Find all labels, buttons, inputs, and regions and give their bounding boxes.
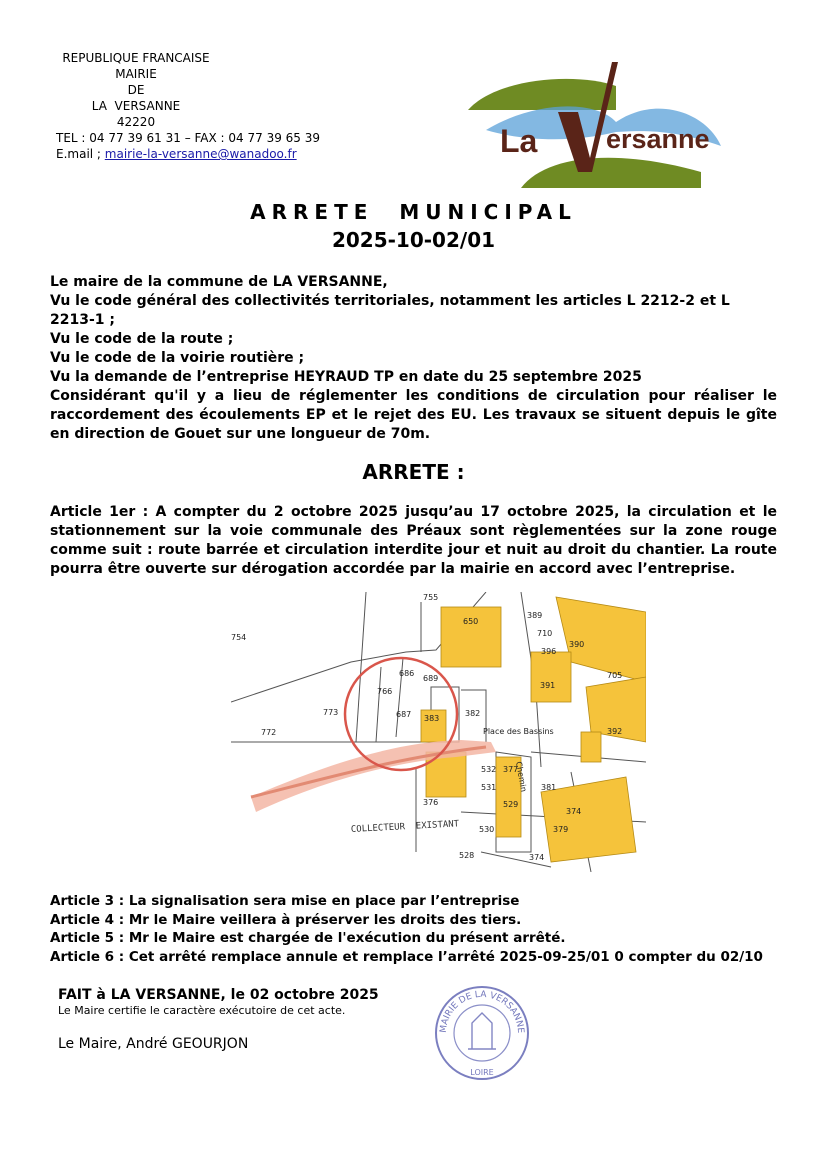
parcel-number: 392 bbox=[607, 727, 623, 736]
parcel-number: 687 bbox=[396, 710, 412, 719]
header-de: DE bbox=[127, 83, 145, 97]
parcel-number: 705 bbox=[607, 671, 623, 680]
parcel-number: 754 bbox=[231, 633, 247, 642]
parcel-number: 379 bbox=[553, 825, 569, 834]
header-postcode: 42220 bbox=[116, 115, 156, 129]
parcel-number: 390 bbox=[569, 640, 585, 649]
place-label: Place des Bassins bbox=[483, 727, 554, 736]
fait-line: FAIT à LA VERSANNE, le 02 octobre 2025 bbox=[58, 987, 379, 1003]
document-title: ARRETE MUNICIPAL bbox=[250, 200, 577, 224]
parcel-number: 766 bbox=[377, 687, 393, 696]
building-650 bbox=[441, 607, 501, 667]
parcel-number: 374 bbox=[566, 807, 582, 816]
building-391 bbox=[531, 652, 571, 702]
parcel-number: 374 bbox=[529, 853, 545, 862]
preamble-line: Vu le code de la voirie routière ; bbox=[50, 350, 305, 366]
article-6: Article 6 : Cet arrêté remplace annule et remplace l’arrêté 2025-09-25/01 0 compter du 02/10 bbox=[50, 948, 763, 965]
preamble-line: Vu le code général des collectivités territoriales, notamment les articles L 2212-2 et L 2213-1 ; bbox=[50, 293, 730, 328]
articles-list bbox=[50, 892, 810, 966]
parcel-number: 389 bbox=[527, 611, 543, 620]
document-number: 2025-10-02/01 bbox=[331, 228, 496, 252]
preamble-line: Vu le code de la route ; bbox=[50, 331, 234, 347]
parcel-number: 710 bbox=[537, 629, 553, 638]
cadastral-map bbox=[231, 592, 646, 872]
logo-ersanne-text: ersanne bbox=[606, 124, 710, 154]
parcel-number: 755 bbox=[423, 593, 439, 602]
parcel-number: 531 bbox=[481, 783, 497, 792]
header-mairie: MAIRIE bbox=[115, 67, 157, 81]
parcel-number: 381 bbox=[541, 783, 557, 792]
parcel-number: 383 bbox=[424, 714, 440, 723]
header-email-line bbox=[56, 146, 320, 162]
parcel-number: 773 bbox=[323, 708, 339, 717]
arrete-heading: ARRETE : bbox=[362, 460, 465, 484]
la-versanne-logo bbox=[466, 60, 726, 190]
parcel-number: 772 bbox=[261, 728, 277, 737]
seal-top-text: MAIRIE DE LA VERSANNE bbox=[438, 989, 526, 1034]
logo-bottom-hill bbox=[521, 158, 701, 188]
preamble bbox=[50, 273, 777, 444]
mairie-header bbox=[56, 50, 320, 162]
seal-outer-ring bbox=[436, 987, 528, 1079]
header-phone-fax: TEL : 04 77 39 61 31 – FAX : 04 77 39 65 39 bbox=[56, 131, 321, 145]
header-commune: LA VERSANNE bbox=[91, 99, 181, 113]
parcel-number: 650 bbox=[463, 617, 479, 626]
article-4: Article 4 : Mr le Maire veillera à préserver les droits des tiers. bbox=[50, 911, 522, 928]
parcel-number: 689 bbox=[423, 674, 439, 683]
article-5: Article 5 : Mr le Maire est chargée de l'exécution du présent arrêté. bbox=[50, 930, 566, 946]
seal-bottom-text: LOIRE bbox=[470, 1068, 494, 1077]
parcel-number: 376 bbox=[423, 798, 439, 807]
parcel-number: 530 bbox=[479, 825, 495, 834]
official-seal bbox=[432, 983, 532, 1081]
collecteur-label: COLLECTEUR EXISTANT bbox=[350, 819, 460, 835]
logo-la-text: La bbox=[500, 123, 538, 159]
building-381 bbox=[581, 732, 601, 762]
parcel-number: 382 bbox=[465, 709, 481, 718]
parcel-number: 391 bbox=[540, 681, 556, 690]
article-1: Article 1er : A compter du 2 octobre 2025 jusqu’au 17 octobre 2025, la circulation et le stationnement sur la voie communale des Préaux sont règlementées sur la zone rouge comme suit : route barrée et circulation interdite jour et nuit au droit du chantier. La route pourra être ouverte sur dérogation accordée par la mairie en accord avec l’entreprise. bbox=[50, 504, 777, 577]
certify-line: Le Maire certifie le caractère exécutoire de cet acte. bbox=[58, 1004, 346, 1017]
considerant-paragraph: Considérant qu'il y a lieu de réglementer les conditions de circulation pour réaliser le raccordement des écoulements EP et le rejet des EU. Les travaux se situent depuis le gîte en direction de Gouet sur une longueur de 70m. bbox=[50, 388, 777, 442]
logo-top-hill bbox=[468, 79, 616, 110]
preamble-line: Vu la demande de l’entreprise HEYRAUD TP en date du 25 septembre 2025 bbox=[50, 369, 642, 385]
email-link[interactable]: mairie-la-versanne@wanadoo.fr bbox=[104, 147, 297, 161]
parcel-number: 396 bbox=[541, 647, 557, 656]
preamble-line: Le maire de la commune de LA VERSANNE, bbox=[50, 274, 388, 290]
seal-emblem bbox=[468, 1013, 496, 1049]
email-label: E.mail ; bbox=[56, 147, 105, 161]
chemin-label: Chemin bbox=[514, 760, 529, 793]
parcel-number: 528 bbox=[459, 851, 475, 860]
mayor-signature: Le Maire, André GEOURJON bbox=[58, 1036, 249, 1052]
article-3: Article 3 : La signalisation sera mise en place par l’entreprise bbox=[50, 893, 520, 909]
parcel-number: 529 bbox=[503, 800, 519, 809]
parcel-number: 686 bbox=[399, 669, 415, 678]
parcel-number: 532 bbox=[481, 765, 497, 774]
header-republic: REPUBLIQUE FRANCAISE bbox=[62, 51, 210, 65]
parcel-number: 377 bbox=[503, 765, 519, 774]
